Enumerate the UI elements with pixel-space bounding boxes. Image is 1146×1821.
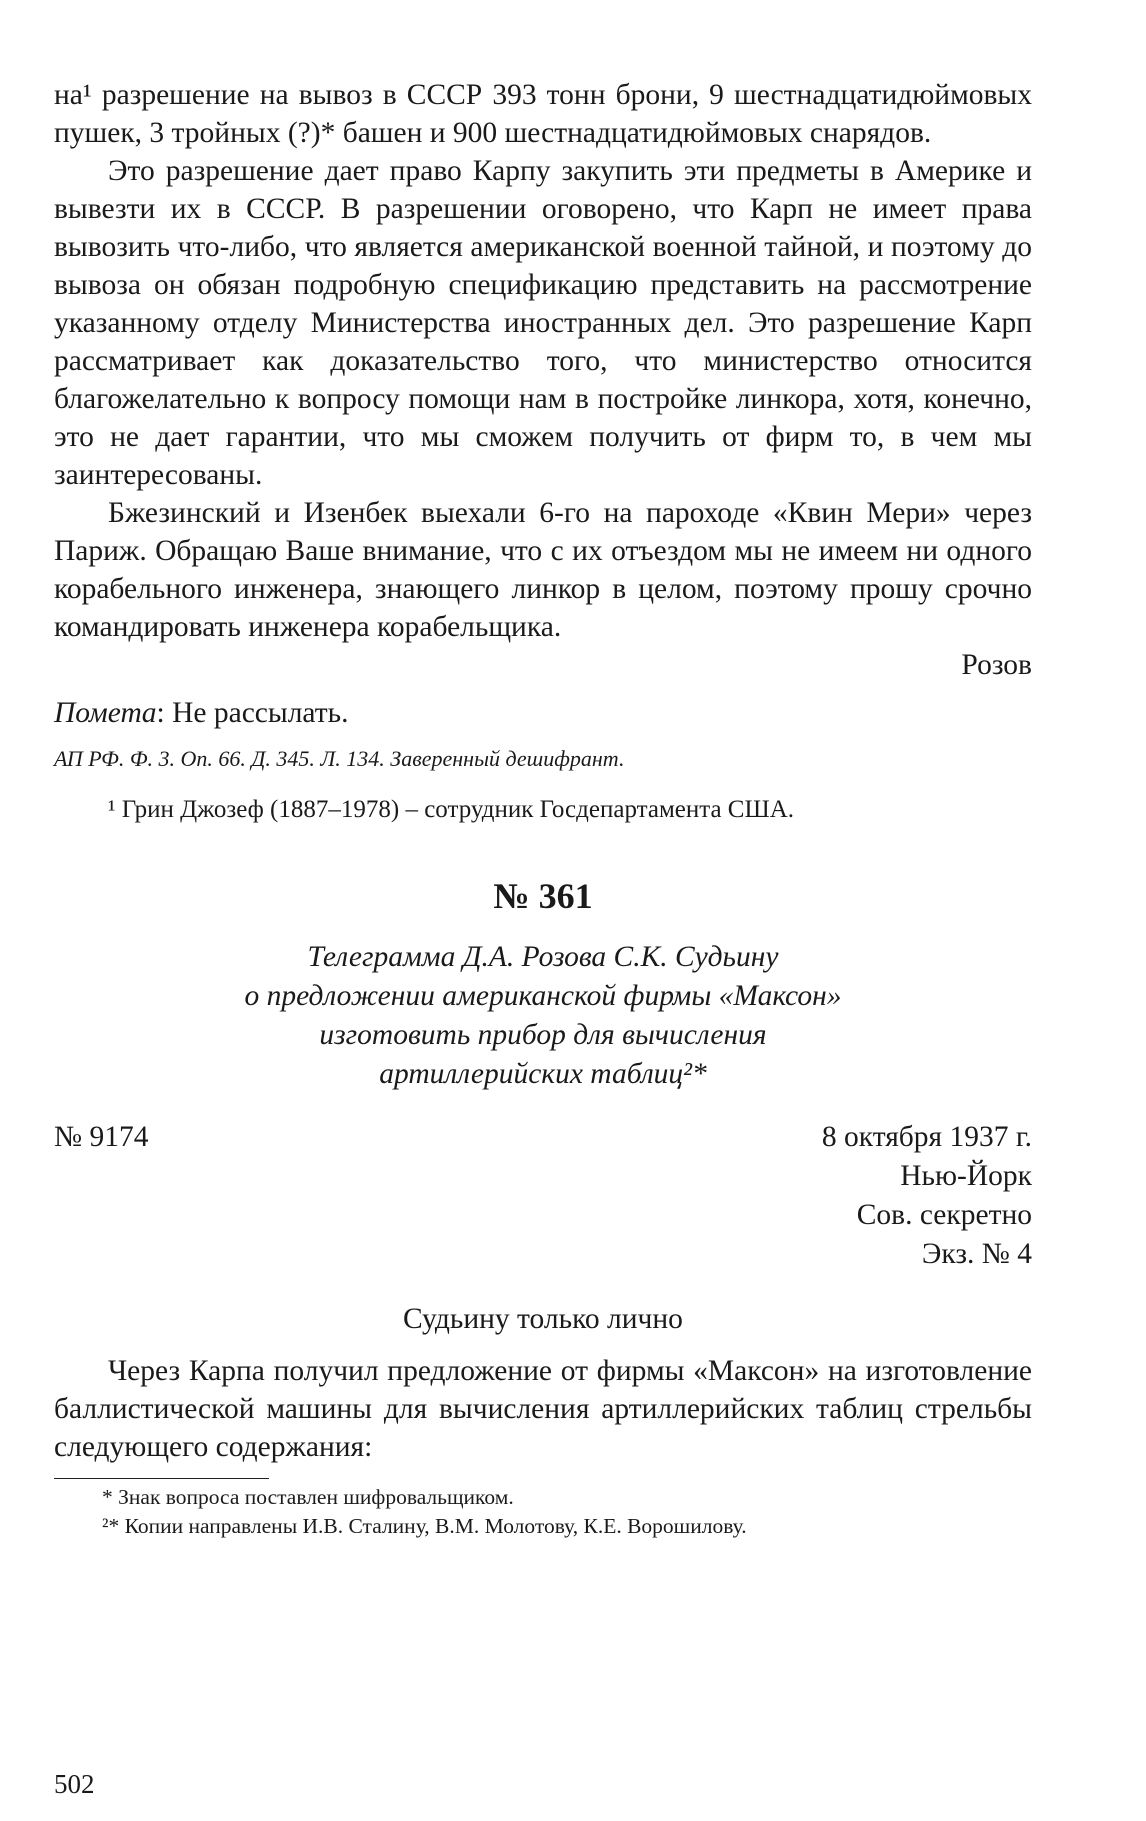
archive-reference: АП РФ. Ф. 3. Оп. 66. Д. 345. Л. 134. Заверенный дешифрант. (54, 746, 625, 771)
document-title (54, 938, 1032, 1094)
document-title-line: о предложении американской фирмы «Максон» (244, 980, 842, 1012)
pometa-note (54, 694, 1032, 732)
page-content (54, 76, 1032, 1541)
telegram-date: 8 октября 1937 г. (821, 1121, 1032, 1153)
telegram-place: Нью-Йорк (900, 1160, 1032, 1192)
copy-number: Экз. № 4 (921, 1238, 1032, 1270)
telegram-meta (54, 1118, 1032, 1276)
footnote-copies: ²* Копии направлены И.В. Сталину, В.М. Молотову, К.Е. Ворошилову. (102, 1514, 747, 1538)
paragraph-continuation: на¹ разрешение на вывоз в СССР 393 тонн брони, 9 шестнадцатидюймовых пушек, 3 тройных (?)* башен и 900 шестнадцатидюймовых снарядов. (54, 79, 1032, 149)
pometa-text: : Не рассылать. (156, 697, 349, 729)
telegram-details (822, 1118, 1032, 1274)
page-number: 502 (54, 1769, 95, 1799)
classification: Сов. секретно (856, 1199, 1032, 1231)
footnote-question-mark: * Знак вопроса поставлен шифровальщиком. (102, 1485, 514, 1509)
document-number: № 361 (493, 876, 593, 916)
document-title-line: артиллерийских таблиц²* (379, 1058, 707, 1090)
paragraph-engineers: Бжезинский и Изенбек выехали 6-го на пароходе «Квин Мери» через Париж. Обращаю Ваше внимание, что с их отъездом мы не имеем ни одного корабельного инженера, знающего линкор в целом, поэтому прошу срочно командировать инженера корабельщика. (54, 497, 1032, 643)
footnote-green: ¹ Грин Джозеф (1887–1978) – сотрудник Госдепартамента США. (108, 796, 795, 823)
pometa-label: Пометa (54, 697, 157, 729)
signature: Розов (961, 649, 1032, 681)
document-title-line: изготовить прибор для вычисления (319, 1019, 767, 1051)
telegram-number: № 9174 (54, 1121, 149, 1153)
footnote-divider (54, 1478, 269, 1479)
paragraph-maxon: Через Карпа получил предложение от фирмы «Максон» на изготовление баллистической машины для вычисления артиллерийских таблиц стрельбы следующего содержания: (54, 1355, 1032, 1463)
document-title-line: Телеграмма Д.А. Розова С.К. Судьину (307, 941, 779, 973)
paragraph-permission: Это разрешение дает право Карпу закупить эти предметы в Америке и вывезти их в СССР. В разрешении оговорено, что Карп не имеет права вывозить что-либо, что является американской военной тайной, и поэтому до вывоза он обязан подробную спецификацию представить на рассмотрение указанному отделу Министерства иностранных дел. Это разрешение Карп рассматривает как доказательство того, что министерство относится благожелательно к вопросу помощи нам в постройке линкора, хотя, конечно, это не дает гарантии, что мы сможем получить от фирм то, в чем мы заинтересованы. (54, 155, 1032, 491)
addressee: Судьину только лично (403, 1303, 683, 1335)
